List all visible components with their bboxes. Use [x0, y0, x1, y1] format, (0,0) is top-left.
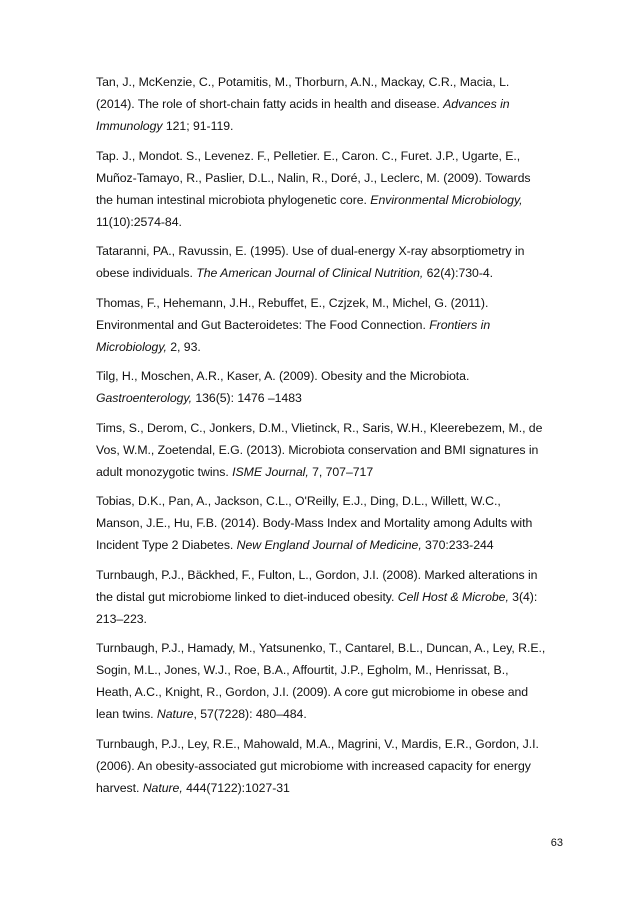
reference-text: Tobias, D.K., Pan, A., Jackson, C.L., O'Reilly, E.J., Ding, D.L., Willett, W.C., Manson, J.E., Hu, F.B. (2014). Body-Mass Index and Mortality among Adults with Incident Type 2 Diabetes. [96, 494, 533, 552]
reference-entry [96, 733, 546, 799]
reference-entry [96, 365, 546, 409]
reference-entry [96, 145, 546, 233]
reference-volume: 370:233-244 [421, 538, 494, 552]
reference-volume: 3(4): 213–223. [96, 589, 538, 626]
reference-entry [96, 417, 546, 483]
reference-volume: 121; 91-119. [162, 119, 234, 133]
reference-text: Turnbaugh, P.J., Hamady, M., Yatsunenko, T., Cantarel, B.L., Duncan, A., Ley, R.E., Sogin, M.L., Jones, W.J., Roe, B.A., Affourtit, J.P., Egholm, M., Henrissat, B., Heath, A.C., Knight, R., Gordon, J.I. (2009). A core gut microbiome in obese and lean twins. [96, 641, 546, 721]
journal-title: ISME Journal, [232, 464, 309, 479]
reference-list [96, 71, 546, 806]
reference-volume: 62(4):730-4. [423, 266, 494, 280]
reference-text: Tilg, H., Moschen, A.R., Kaser, A. (2009). Obesity and the Microbiota. [96, 369, 470, 383]
journal-title: Nature [156, 707, 194, 721]
reference-entry [96, 240, 546, 284]
reference-text: Tap. J., Mondot. S., Levenez. F., Pelletier. E., Caron. C., Furet. J.P., Ugarte, E., Muñoz-Tamayo, R., Paslier, D.L., Nalin, R., Doré, J., Leclerc, M. (2009). Towards the human intestinal microbiota phylogenetic core. [96, 148, 531, 207]
reference-volume: 11(10):2574-84. [96, 214, 182, 229]
reference-entry [96, 292, 546, 358]
journal-title: Environmental Microbiology, [370, 192, 523, 207]
reference-text: Turnbaugh, P.J., Ley, R.E., Mahowald, M.A., Magrini, V., Mardis, E.R., Gordon, J.I. (2006). An obesity-associated gut microbiome with increased capacity for energy harvest. [96, 736, 539, 795]
reference-entry [96, 71, 546, 137]
reference-text: Tan, J., McKenzie, C., Potamitis, M., Thorburn, A.N., Mackay, C.R., Macia, L. (2014). The role of short-chain fatty acids in health and disease. [96, 75, 510, 111]
page-number: 63 [550, 837, 563, 849]
reference-entry [96, 490, 546, 556]
reference-volume: 7, 707–717 [308, 464, 374, 479]
journal-title: New England Journal of Medicine, [236, 538, 422, 552]
reference-text: Turnbaugh, P.J., Bäckhed, F., Fulton, L., Gordon, J.I. (2008). Marked alterations in the distal gut microbiome linked to diet-induced obesity. [96, 567, 538, 604]
journal-title: Gastroenterology, [96, 391, 192, 405]
journal-title: Cell Host & Microbe, [397, 589, 509, 604]
journal-title: Advances in Immunology [96, 97, 510, 133]
reference-volume: , 57(7228): 480–484. [193, 707, 307, 721]
reference-text: Tataranni, PA., Ravussin, E. (1995). Use of dual-energy X-ray absorptiometry in obese individuals. [96, 244, 525, 280]
journal-title: Frontiers in Microbiology, [96, 317, 491, 354]
reference-entry [96, 564, 546, 630]
reference-text: Tims, S., Derom, C., Jonkers, D.M., Vlietinck, R., Saris, W.H., Kleerebezem, M., de Vos, W.M., Zoetendal, E.G. (2013). Microbiota conservation and BMI signatures in adult monozygotic twins. [96, 420, 543, 479]
journal-title: Nature, [142, 780, 183, 795]
reference-entry [96, 637, 546, 725]
reference-volume: 444(7122):1027-31 [182, 780, 290, 795]
journal-title: The American Journal of Clinical Nutrition, [196, 266, 424, 280]
reference-volume: 136(5): 1476 –1483 [191, 391, 302, 405]
reference-text: Thomas, F., Hehemann, J.H., Rebuffet, E., Czjzek, M., Michel, G. (2011). Environmental and Gut Bacteroidetes: The Food Connection. [96, 295, 489, 332]
reference-volume: 2, 93. [166, 339, 201, 354]
